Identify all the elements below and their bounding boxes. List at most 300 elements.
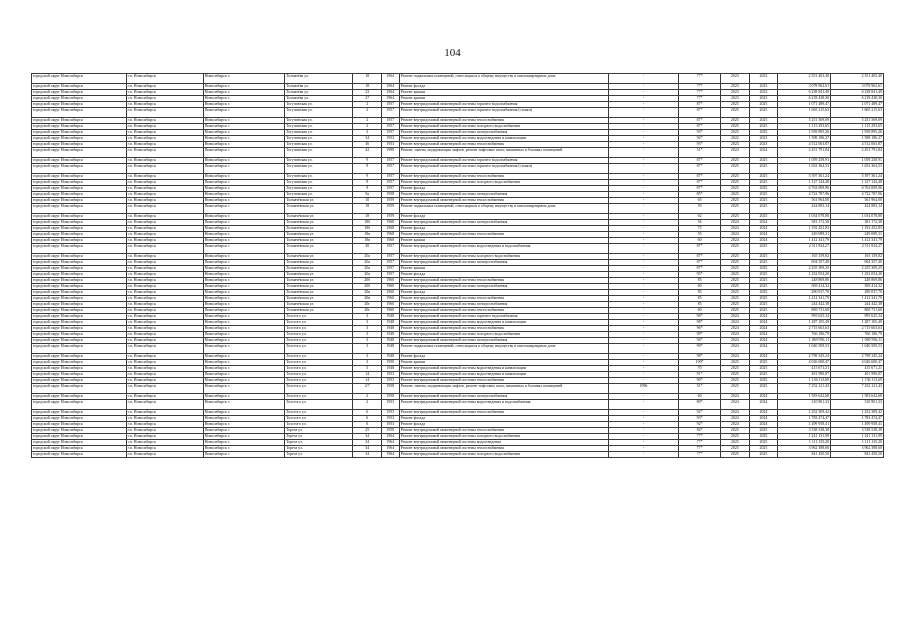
cell-lift-year: - bbox=[608, 238, 678, 244]
cell-settlement: г.п. Новосибирск bbox=[126, 446, 203, 452]
cell-house: 3 bbox=[353, 314, 382, 320]
cell-locality: Новосибирск г. bbox=[203, 434, 284, 440]
cell-work-type: Ремонт внутридомовой инженерной системы электроснабжения bbox=[399, 394, 608, 400]
cell-plan-start: 2024 bbox=[721, 422, 750, 428]
cell-work-type: Ремонт внутридомовой инженерной системы электроснабжения bbox=[399, 192, 608, 198]
cell-cost-total: 248 869,86 bbox=[831, 278, 884, 284]
cell-lift-year: - bbox=[608, 118, 678, 124]
cell-cost-total: 1 652 364,53 bbox=[831, 164, 884, 174]
table-row bbox=[32, 344, 884, 354]
cell-settlement: г.п. Новосибирск bbox=[126, 314, 203, 320]
cell-wear: 60 bbox=[679, 308, 721, 314]
cell-wear: 87* bbox=[679, 108, 721, 118]
cell-settlement: г.п. Новосибирск bbox=[126, 118, 203, 124]
cell-year: 1964 bbox=[382, 74, 400, 84]
cell-street: Толмачёвская ул. bbox=[285, 238, 353, 244]
cell-cost: 1 783 474,47 bbox=[778, 416, 831, 422]
cell-plan-end: 2024 bbox=[749, 354, 778, 360]
cell-lift-year: - bbox=[608, 174, 678, 180]
cell-municipality: городской округ Новосибирск bbox=[32, 238, 127, 244]
cell-lift-year: - bbox=[608, 372, 678, 378]
cell-locality: Новосибирск г. bbox=[203, 198, 284, 204]
cell-plan-start: 2024 bbox=[721, 314, 750, 320]
cell-street: Толстого ул. bbox=[285, 416, 353, 422]
cell-cost-total: 4 722 787,96 bbox=[831, 192, 884, 198]
cell-year: 1953 bbox=[382, 410, 400, 416]
cell-year: 1957 bbox=[382, 124, 400, 130]
cell-plan-end: 2025 bbox=[749, 290, 778, 296]
cell-municipality: городской округ Новосибирск bbox=[32, 232, 127, 238]
cell-work-type: Ремонт внутридомовой инженерной системы теплоснабжения bbox=[399, 174, 608, 180]
cell-locality: Новосибирск г. bbox=[203, 378, 284, 384]
cell-cost-total: 1 499 958,41 bbox=[831, 422, 884, 428]
cell-year: 1957 bbox=[382, 260, 400, 266]
cell-plan-start: 2025 bbox=[721, 108, 750, 118]
cell-street: Толстого ул. bbox=[285, 394, 353, 400]
cell-house: 36 bbox=[353, 142, 382, 148]
cell-cost: 1 127 144,48 bbox=[778, 180, 831, 186]
cell-street: Толстого ул. bbox=[285, 338, 353, 344]
cell-locality: Новосибирск г. bbox=[203, 108, 284, 118]
cell-locality: Новосибирск г. bbox=[203, 338, 284, 344]
cell-plan-start: 2023 bbox=[721, 96, 750, 102]
cell-work-type: Ремонт внутридомовой инженерной системы горячего водоснабжения (стояки) bbox=[399, 108, 608, 118]
cell-cost-total: 415 671,21 bbox=[831, 366, 884, 372]
cell-house: 3 bbox=[353, 320, 382, 326]
cell-street: Толстого ул. bbox=[285, 378, 353, 384]
cell-cost: 569 414,32 bbox=[778, 284, 831, 290]
cell-street: Тореза ул. bbox=[285, 440, 353, 446]
cell-settlement: г.п. Новосибирск bbox=[126, 338, 203, 344]
cell-plan-end: 2025 bbox=[749, 118, 778, 124]
cell-cost-total: 1 783 474,47 bbox=[831, 416, 884, 422]
cell-wear: 51* bbox=[679, 148, 721, 158]
cell-lift-year: - bbox=[608, 272, 678, 278]
cell-locality: Новосибирск г. bbox=[203, 372, 284, 378]
cell-cost: 869 731,60 bbox=[778, 308, 831, 314]
capital-repair-table bbox=[31, 73, 884, 458]
cell-locality: Новосибирск г. bbox=[203, 416, 284, 422]
cell-street: Толстого ул. bbox=[285, 360, 353, 366]
cell-house: 20г bbox=[353, 308, 382, 314]
cell-locality: Новосибирск г. bbox=[203, 278, 284, 284]
cell-street: Тогучинская ул. bbox=[285, 102, 353, 108]
cell-plan-start: 2025 bbox=[721, 378, 750, 384]
cell-plan-end: 2025 bbox=[749, 174, 778, 180]
cell-locality: Новосибирск г. bbox=[203, 186, 284, 192]
cell-plan-start: 2025 bbox=[721, 118, 750, 124]
cell-locality: Новосибирск г. bbox=[203, 440, 284, 446]
cell-locality: Новосибирск г. bbox=[203, 394, 284, 400]
cell-wear: 60 bbox=[679, 284, 721, 290]
cell-cost: 1 034 078,80 bbox=[778, 214, 831, 220]
cell-lift-year: - bbox=[608, 366, 678, 372]
cell-work-type: Ремонт внутридомовой инженерной системы холодного водоснабжения bbox=[399, 434, 608, 440]
cell-house: 9 bbox=[353, 186, 382, 192]
cell-cost: 3 538 538,38 bbox=[778, 428, 831, 434]
cell-year: 1948 bbox=[382, 320, 400, 326]
cell-wear: 87* bbox=[679, 244, 721, 254]
cell-cost: 1 583 642,68 bbox=[778, 394, 831, 400]
cell-plan-start: 2025 bbox=[721, 452, 750, 458]
cell-lift-year: - bbox=[608, 422, 678, 428]
cell-house: 34 bbox=[353, 440, 382, 446]
cell-street: Толмачёвская ул. bbox=[285, 278, 353, 284]
cell-lift-year: - bbox=[608, 136, 678, 142]
cell-plan-start: 2023 bbox=[721, 142, 750, 148]
cell-settlement: г.п. Новосибирск bbox=[126, 186, 203, 192]
cell-work-type: Ремонт внутридомовой инженерной системы водоотведения и канализации bbox=[399, 320, 608, 326]
cell-house: 18в bbox=[353, 238, 382, 244]
cell-house: 20а bbox=[353, 266, 382, 272]
cell-plan-end: 2025 bbox=[749, 158, 778, 164]
cell-settlement: г.п. Новосибирск bbox=[126, 440, 203, 446]
cell-lift-year: - bbox=[608, 326, 678, 332]
cell-work-type: Ремонт крыши bbox=[399, 360, 608, 366]
cell-street: Толмачёвская ул. bbox=[285, 254, 353, 260]
cell-cost-total: 7 252 121,43 bbox=[831, 384, 884, 394]
cell-plan-start: 2025 bbox=[721, 124, 750, 130]
cell-house: 18 bbox=[353, 204, 382, 214]
cell-municipality: городской округ Новосибирск bbox=[32, 378, 127, 384]
cell-plan-end: 2023 bbox=[749, 90, 778, 96]
cell-cost-total: 165 159,82 bbox=[831, 254, 884, 260]
cell-plan-end: 2024 bbox=[749, 338, 778, 344]
cell-house: 20б bbox=[353, 278, 382, 284]
cell-work-type: Ремонт фасада bbox=[399, 186, 608, 192]
cell-plan-start: 2024 bbox=[721, 232, 750, 238]
cell-plan-end: 2025 bbox=[749, 372, 778, 378]
cell-wear: 96* bbox=[679, 326, 721, 332]
cell-settlement: г.п. Новосибирск bbox=[126, 226, 203, 232]
cell-house: 18б bbox=[353, 226, 382, 232]
cell-house: 18в bbox=[353, 232, 382, 238]
cell-house: 18б bbox=[353, 220, 382, 226]
cell-street: Толмачёвская ул. bbox=[285, 244, 353, 254]
cell-street: Толмачёва ул. bbox=[285, 84, 353, 90]
cell-cost: 6 763 009,96 bbox=[778, 186, 831, 192]
cell-cost: 1 598 186,27 bbox=[778, 136, 831, 142]
table-row bbox=[32, 400, 884, 410]
cell-locality: Новосибирск г. bbox=[203, 96, 284, 102]
cell-house: 2 bbox=[353, 124, 382, 130]
cell-settlement: г.п. Новосибирск bbox=[126, 400, 203, 410]
cell-settlement: г.п. Новосибирск bbox=[126, 266, 203, 272]
cell-cost-total: 1 127 144,48 bbox=[831, 180, 884, 186]
cell-house: 20б bbox=[353, 284, 382, 290]
cell-settlement: г.п. Новосибирск bbox=[126, 232, 203, 238]
cell-cost-total: 2 715 663,63 bbox=[831, 326, 884, 332]
cell-municipality: городской округ Новосибирск bbox=[32, 158, 127, 164]
cell-plan-start: 2025 bbox=[721, 372, 750, 378]
cell-house: 2/7 bbox=[353, 384, 382, 394]
cell-plan-end: 2025 bbox=[749, 102, 778, 108]
cell-cost-total: 280 037,70 bbox=[831, 290, 884, 296]
cell-lift-year: - bbox=[608, 124, 678, 130]
cell-plan-start: 2024 bbox=[721, 226, 750, 232]
cell-cost-total: 1 040 509,53 bbox=[831, 344, 884, 354]
cell-street: Толмачёвская ул. bbox=[285, 220, 353, 226]
cell-wear: 77* bbox=[679, 440, 721, 446]
cell-year: 1960 bbox=[382, 296, 400, 302]
cell-lift-year: - bbox=[608, 102, 678, 108]
cell-house: 20г bbox=[353, 302, 382, 308]
cell-year: 1953 bbox=[382, 136, 400, 142]
cell-plan-end: 2024 bbox=[749, 314, 778, 320]
cell-locality: Новосибирск г. bbox=[203, 360, 284, 366]
cell-house: 34 bbox=[353, 446, 382, 452]
cell-plan-start: 2025 bbox=[721, 158, 750, 164]
cell-municipality: городской округ Новосибирск bbox=[32, 354, 127, 360]
cell-municipality: городской округ Новосибирск bbox=[32, 416, 127, 422]
cell-settlement: г.п. Новосибирск bbox=[126, 198, 203, 204]
cell-house: 5 bbox=[353, 366, 382, 372]
cell-settlement: г.п. Новосибирск bbox=[126, 332, 203, 338]
cell-work-type: Ремонт внутридомовой инженерной системы электроснабжения bbox=[399, 302, 608, 308]
cell-locality: Новосибирск г. bbox=[203, 422, 284, 428]
cell-settlement: г.п. Новосибирск bbox=[126, 354, 203, 360]
cell-lift-year: - bbox=[608, 130, 678, 136]
cell-municipality: городской округ Новосибирск bbox=[32, 204, 127, 214]
cell-locality: Новосибирск г. bbox=[203, 254, 284, 260]
cell-locality: Новосибирск г. bbox=[203, 136, 284, 142]
cell-plan-start: 2024 bbox=[721, 148, 750, 158]
cell-plan-start: 2025 bbox=[721, 360, 750, 366]
cell-plan-start: 2025 bbox=[721, 440, 750, 446]
cell-cost: 3 962 388,60 bbox=[778, 446, 831, 452]
cell-municipality: городской округ Новосибирск bbox=[32, 446, 127, 452]
cell-settlement: г.п. Новосибирск bbox=[126, 130, 203, 136]
cell-plan-end: 2024 bbox=[749, 422, 778, 428]
cell-wear: 62 bbox=[679, 214, 721, 220]
cell-lift-year: - bbox=[608, 314, 678, 320]
cell-municipality: городской округ Новосибирск bbox=[32, 180, 127, 186]
cell-house: 2 bbox=[353, 394, 382, 400]
cell-street: Толстого ул. bbox=[285, 344, 353, 354]
cell-locality: Новосибирск г. bbox=[203, 260, 284, 266]
cell-cost: 995 625,34 bbox=[778, 314, 831, 320]
cell-settlement: г.п. Новосибирск bbox=[126, 326, 203, 332]
cell-cost: 2 451 791,84 bbox=[778, 148, 831, 158]
cell-plan-end: 2024 bbox=[749, 320, 778, 326]
cell-street: Тогучинская ул. bbox=[285, 186, 353, 192]
cell-settlement: г.п. Новосибирск bbox=[126, 108, 203, 118]
cell-cost: 1 665 215,63 bbox=[778, 108, 831, 118]
cell-wear: 98* bbox=[679, 320, 721, 326]
cell-year: 1959 bbox=[382, 214, 400, 220]
cell-work-type: Ремонт крыши bbox=[399, 90, 608, 96]
cell-year: 1948 bbox=[382, 366, 400, 372]
cell-cost-total: 4 026 600,47 bbox=[831, 360, 884, 366]
cell-work-type: Ремонт внутридомовой инженерной системы электроснабжения bbox=[399, 130, 608, 136]
cell-plan-end: 2025 bbox=[749, 266, 778, 272]
cell-house: 20а bbox=[353, 254, 382, 260]
cell-municipality: городской округ Новосибирск bbox=[32, 136, 127, 142]
cell-work-type: Ремонт внутридомовой инженерной системы теплоснабжения bbox=[399, 308, 608, 314]
cell-plan-end: 2023 bbox=[749, 84, 778, 90]
cell-plan-end: 2025 bbox=[749, 180, 778, 186]
cell-work-type: Ремонт внутридомовой инженерной системы теплоснабжения bbox=[399, 428, 608, 434]
cell-house: 6 bbox=[353, 416, 382, 422]
cell-wear: 65 bbox=[679, 198, 721, 204]
cell-lift-year: - bbox=[608, 108, 678, 118]
cell-cost: 2 255 309,25 bbox=[778, 266, 831, 272]
cell-municipality: городской округ Новосибирск bbox=[32, 142, 127, 148]
cell-cost-total: 1 412 341,79 bbox=[831, 296, 884, 302]
cell-settlement: г.п. Новосибирск bbox=[126, 90, 203, 96]
cell-street: Тогучинская ул. bbox=[285, 174, 353, 180]
cell-municipality: городской округ Новосибирск bbox=[32, 148, 127, 158]
cell-wear: 85 bbox=[679, 302, 721, 308]
cell-plan-start: 2025 bbox=[721, 186, 750, 192]
cell-plan-end: 2025 bbox=[749, 164, 778, 174]
cell-locality: Новосибирск г. bbox=[203, 180, 284, 186]
cell-plan-end: 2025 bbox=[749, 384, 778, 394]
cell-year: 1960 bbox=[382, 284, 400, 290]
cell-plan-start: 2025 bbox=[721, 214, 750, 220]
cell-plan-start: 2024 bbox=[721, 394, 750, 400]
cell-cost-total: 841 450,50 bbox=[831, 452, 884, 458]
cell-work-type: Ремонт крыши bbox=[399, 238, 608, 244]
cell-locality: Новосибирск г. bbox=[203, 232, 284, 238]
cell-wear: 59 bbox=[679, 204, 721, 214]
cell-plan-end: 2024 bbox=[749, 332, 778, 338]
cell-municipality: городской округ Новосибирск bbox=[32, 394, 127, 400]
cell-lift-year: - bbox=[608, 84, 678, 90]
cell-municipality: городской округ Новосибирск bbox=[32, 284, 127, 290]
cell-cost: 1 111 135,20 bbox=[778, 440, 831, 446]
cell-municipality: городской округ Новосибирск bbox=[32, 410, 127, 416]
cell-year: 1957 bbox=[382, 108, 400, 118]
cell-house: 9 bbox=[353, 164, 382, 174]
cell-cost: 1 652 364,53 bbox=[778, 164, 831, 174]
cell-lift-year: - bbox=[608, 244, 678, 254]
cell-cost-total: 1 192 452,83 bbox=[831, 226, 884, 232]
cell-plan-end: 2025 bbox=[749, 378, 778, 384]
cell-settlement: г.п. Новосибирск bbox=[126, 308, 203, 314]
cell-settlement: г.п. Новосибирск bbox=[126, 434, 203, 440]
cell-street: Толстого ул. bbox=[285, 400, 353, 410]
cell-settlement: г.п. Новосибирск bbox=[126, 416, 203, 422]
cell-work-type: Ремонт внутридомовой инженерной системы теплоснабжения bbox=[399, 118, 608, 124]
cell-house: 18 bbox=[353, 214, 382, 220]
cell-year: 1968 bbox=[382, 220, 400, 226]
cell-house: 9 bbox=[353, 174, 382, 180]
cell-plan-end: 2025 bbox=[749, 308, 778, 314]
cell-cost: 6 218 438,30 bbox=[778, 96, 831, 102]
cell-settlement: г.п. Новосибирск bbox=[126, 422, 203, 428]
cell-plan-start: 2025 bbox=[721, 446, 750, 452]
cell-lift-year: - bbox=[608, 344, 678, 354]
cell-wear: 87* bbox=[679, 102, 721, 108]
cell-house: 9 bbox=[353, 180, 382, 186]
cell-year: 1964 bbox=[382, 96, 400, 102]
cell-municipality: городской округ Новосибирск bbox=[32, 440, 127, 446]
cell-lift-year: - bbox=[608, 260, 678, 266]
cell-year: 1953 bbox=[382, 422, 400, 428]
cell-settlement: г.п. Новосибирск bbox=[126, 410, 203, 416]
cell-street: Тореза ул. bbox=[285, 434, 353, 440]
cell-house: 2 bbox=[353, 400, 382, 410]
cell-year: 1968 bbox=[382, 232, 400, 238]
cell-lift-year: - bbox=[608, 266, 678, 272]
cell-plan-end: 2025 bbox=[749, 198, 778, 204]
cell-locality: Новосибирск г. bbox=[203, 272, 284, 278]
cell-plan-end: 2025 bbox=[749, 108, 778, 118]
cell-work-type: Ремонт внутридомовой инженерной системы водоотведения и канализации bbox=[399, 136, 608, 142]
cell-cost-total: 249 089,31 bbox=[831, 232, 884, 238]
cell-street: Толстого ул. bbox=[285, 422, 353, 428]
cell-municipality: городской округ Новосибирск bbox=[32, 290, 127, 296]
cell-wear: 87* bbox=[679, 164, 721, 174]
cell-wear: 93* bbox=[679, 130, 721, 136]
cell-cost: 280 037,70 bbox=[778, 290, 831, 296]
cell-lift-year: - bbox=[608, 400, 678, 410]
cell-settlement: г.п. Новосибирск bbox=[126, 142, 203, 148]
cell-municipality: городской округ Новосибирск bbox=[32, 186, 127, 192]
cell-wear: 56 bbox=[679, 220, 721, 226]
cell-cost: 6 238 841,49 bbox=[778, 90, 831, 96]
cell-municipality: городской округ Новосибирск bbox=[32, 320, 127, 326]
cell-cost-total: 1 287 105,49 bbox=[831, 320, 884, 326]
cell-lift-year: - bbox=[608, 440, 678, 446]
cell-year: 1960 bbox=[382, 278, 400, 284]
cell-year: 1958 bbox=[382, 384, 400, 394]
cell-wear: 87* bbox=[679, 118, 721, 124]
cell-wear: 100* bbox=[679, 360, 721, 366]
cell-municipality: городской округ Новосибирск bbox=[32, 428, 127, 434]
cell-locality: Новосибирск г. bbox=[203, 226, 284, 232]
cell-locality: Новосибирск г. bbox=[203, 410, 284, 416]
cell-locality: Новосибирск г. bbox=[203, 296, 284, 302]
cell-plan-start: 2025 bbox=[721, 102, 750, 108]
cell-plan-start: 2025 bbox=[721, 278, 750, 284]
cell-street: Толмачёвская ул. bbox=[285, 198, 353, 204]
cell-municipality: городской округ Новосибирск bbox=[32, 308, 127, 314]
cell-lift-year: - bbox=[608, 180, 678, 186]
cell-plan-start: 2025 bbox=[721, 272, 750, 278]
cell-work-type: Ремонт внутридомовой инженерной системы теплоснабжения bbox=[399, 410, 608, 416]
cell-wear: 96* bbox=[679, 314, 721, 320]
cell-house: 3 bbox=[353, 326, 382, 332]
cell-wear: 51* bbox=[679, 384, 721, 394]
cell-street: Тогучинская ул. bbox=[285, 148, 353, 158]
cell-plan-end: 2025 bbox=[749, 360, 778, 366]
cell-street: Толмачёвская ул. bbox=[285, 308, 353, 314]
cell-plan-end: 2025 bbox=[749, 452, 778, 458]
cell-lift-year: - bbox=[608, 142, 678, 148]
cell-settlement: г.п. Новосибирск bbox=[126, 74, 203, 84]
cell-municipality: городской округ Новосибирск bbox=[32, 314, 127, 320]
cell-cost: 1 115 293,65 bbox=[778, 124, 831, 130]
cell-cost: 1 069 956,11 bbox=[778, 338, 831, 344]
cell-cost: 694 357,40 bbox=[778, 260, 831, 266]
cell-plan-start: 2025 bbox=[721, 180, 750, 186]
cell-house: 3 bbox=[353, 332, 382, 338]
cell-cost: 1 040 509,53 bbox=[778, 344, 831, 354]
cell-lift-year: - bbox=[608, 354, 678, 360]
cell-lift-year: - bbox=[608, 452, 678, 458]
cell-settlement: г.п. Новосибирск bbox=[126, 290, 203, 296]
cell-work-type: Ремонт внутридомовой инженерной системы водоотведения bbox=[399, 440, 608, 446]
cell-cost-total: 766 186,79 bbox=[831, 332, 884, 338]
cell-municipality: городской округ Новосибирск bbox=[32, 434, 127, 440]
cell-municipality: городской округ Новосибирск bbox=[32, 422, 127, 428]
cell-settlement: г.п. Новосибирск bbox=[126, 136, 203, 142]
cell-plan-start: 2023 bbox=[721, 90, 750, 96]
cell-locality: Новосибирск г. bbox=[203, 164, 284, 174]
cell-street: Тореза ул. bbox=[285, 446, 353, 452]
